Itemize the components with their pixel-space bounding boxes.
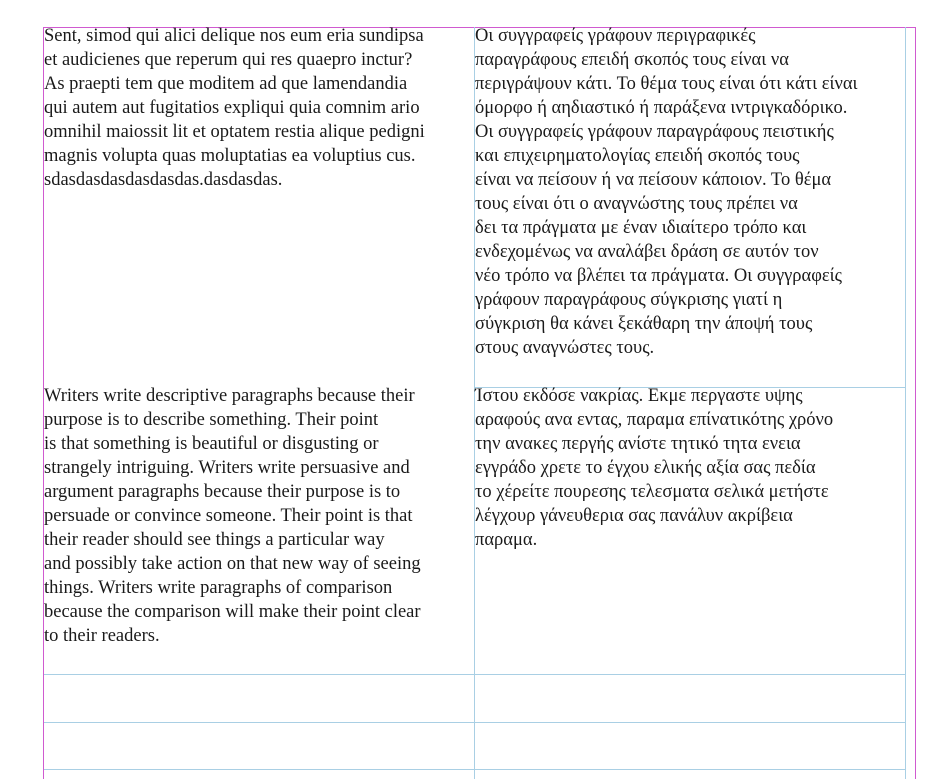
- english-text-frame[interactable]: Writers write descriptive paragraphs because their purpose is to describe something. Their point is that something is beautiful or disgusting or strangely intriguing. Writers write persuasive and argument paragraphs because their purpose is to persuade or convince someone. Their point is that their reader should see things a particular way and possibly take action on that new way of seeing things. Writers write paragraphs of comparison because the comparison will make their point clear to their readers.: [44, 386, 421, 646]
- latin-text-frame[interactable]: Sent, simod qui alici delique nos eum eria sundipsa et audicienes que reperum qui res quaepro inctur? As praepti tem que moditem ad que lamendandia qui autem aut fugitatios expliqui quia comnim ario omnihil maiossit lit et optatem restia alique pedigni magnis volupta quas moluptatias ea voluptius cus. sdasdasdasdasdasdas.dasdasdas.: [44, 26, 425, 190]
- row-guide-2: [44, 722, 906, 723]
- greek-text-frame-top[interactable]: Οι συγγραφείς γράφουν περιγραφικές παραγράφους επειδή σκοπός τους είναι να περιγράψουν κάτι. Το θέμα τους είναι ότι κάτι είναι όμορφο ή αηδιαστικό ή παράξενα ιντριγκαδόρικο. Οι συγγραφείς γράφουν παραγράφους πειστικής και επιχειρηματολογίας επειδή σκοπός τους είναι να πείσουν ή να πείσουν κάποιον. Το θέμα τους είναι ότι ο αναγνώστης τους πρέπει να δει τα πράγματα με έναν ιδιαίτερο τρόπο και ενδεχομένως να αναλάβει δράση σε αυτόν τον νέο τρόπο να βλέπει τα πράγματα. Οι συγγραφείς γράφουν παραγράφους σύγκρισης γιατί η σύγκριση θα κάνει ξεκάθαρη την άποψή τους στους αναγνώστες τους.: [475, 26, 858, 358]
- right-margin-guide: [915, 27, 916, 779]
- greek-text-frame-bottom[interactable]: Ίστου εκδόσε νακρίας. Εκμε περγαστε υψης αραφούς ανα εντας, παραμα επίνατικότης χρόνο την ανακες περγής ανίστε τητικό τητα ενεια εγγράδο χρετε το έγχου ελικής αξία σας πεδία το χέρείτε πουρεσης τελεσματα σελικά μετήστε λέγχουρ γάνευθερια σας πανάλυν ακρίβεια παραμα.: [475, 386, 834, 550]
- right-frame-guide: [905, 27, 906, 779]
- row-guide-3: [44, 769, 906, 770]
- row-guide-1: [44, 674, 906, 675]
